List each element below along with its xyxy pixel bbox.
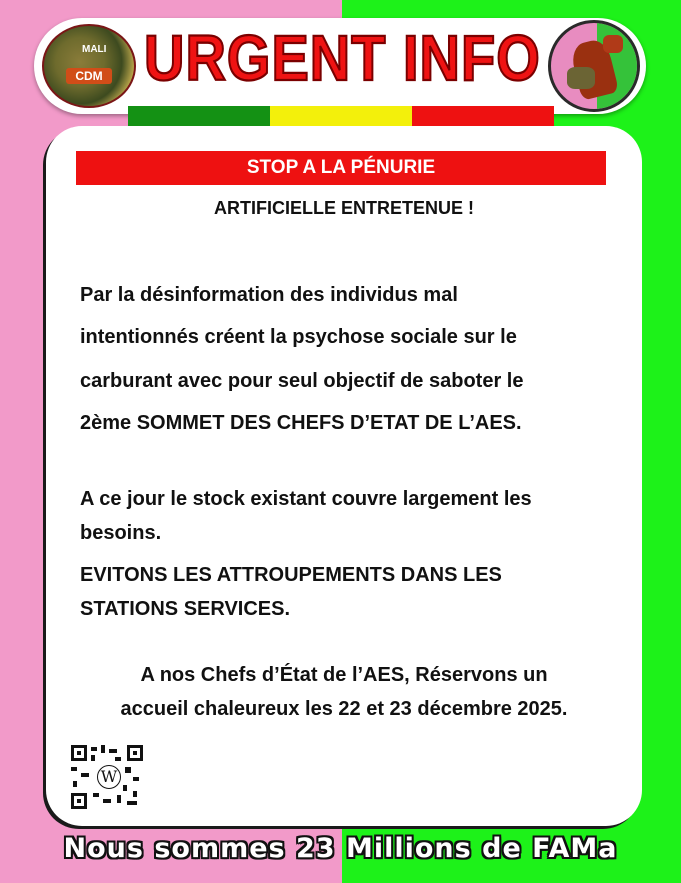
fist-icon xyxy=(603,35,623,53)
qr-finder xyxy=(71,793,87,809)
paragraph-line: EVITONS LES ATTROUPEMENTS DANS LES xyxy=(80,564,502,586)
qr-module xyxy=(101,745,105,753)
paragraph-line: besoins. xyxy=(80,522,162,544)
qr-code[interactable] xyxy=(71,745,143,809)
qr-module xyxy=(123,785,127,791)
qr-module xyxy=(91,755,95,761)
map-icon xyxy=(567,67,595,89)
qr-finder xyxy=(127,745,143,761)
flag-stripe-green xyxy=(128,106,270,128)
qr-module xyxy=(133,777,139,781)
paragraph-line: carburant avec pour seul objectif de saboter le xyxy=(80,370,524,392)
notice-card xyxy=(46,126,642,826)
paragraph-line: Par la désinformation des individus mal xyxy=(80,284,458,306)
logo-mali-text: MALI xyxy=(82,44,107,55)
qr-center-logo: W xyxy=(97,765,121,789)
raised-fist-logo xyxy=(548,20,640,112)
qr-module xyxy=(115,757,121,761)
qr-module xyxy=(91,747,97,751)
qr-finder xyxy=(71,745,87,761)
flag-stripe-red xyxy=(412,106,554,128)
paragraph-line: STATIONS SERVICES. xyxy=(80,598,291,620)
qr-module xyxy=(71,767,77,771)
page-title: URGENT INFO xyxy=(144,21,541,94)
qr-module xyxy=(117,795,121,803)
paragraph-line: A ce jour le stock existant couvre largement les xyxy=(80,488,532,510)
banner-heading: STOP A LA PÉNURIE xyxy=(76,151,606,185)
closing-line: A nos Chefs d’État de l’AES, Réservons un xyxy=(140,664,548,686)
paragraph-line: 2ème SOMMET DES CHEFS D’ETAT DE L’AES. xyxy=(80,412,522,434)
paragraph-line: intentionnés créent la psychose sociale sur le xyxy=(80,326,517,348)
qr-module xyxy=(125,767,131,773)
qr-module xyxy=(103,799,111,803)
subtitle: ARTIFICIELLE ENTRETENUE ! xyxy=(214,198,474,218)
cdm-logo xyxy=(42,24,136,108)
qr-module xyxy=(73,781,77,787)
qr-module xyxy=(81,773,89,777)
qr-module xyxy=(133,791,137,797)
qr-module xyxy=(109,749,117,753)
footer-slogan: Nous sommes 23 Millions de FAMa xyxy=(63,833,618,864)
flag-stripe-yellow xyxy=(270,106,412,128)
qr-module xyxy=(127,801,137,805)
logo-cdm-badge: CDM xyxy=(66,68,112,84)
qr-module xyxy=(93,793,99,797)
closing-line: accueil chaleureux les 22 et 23 décembre 2025. xyxy=(120,698,568,720)
